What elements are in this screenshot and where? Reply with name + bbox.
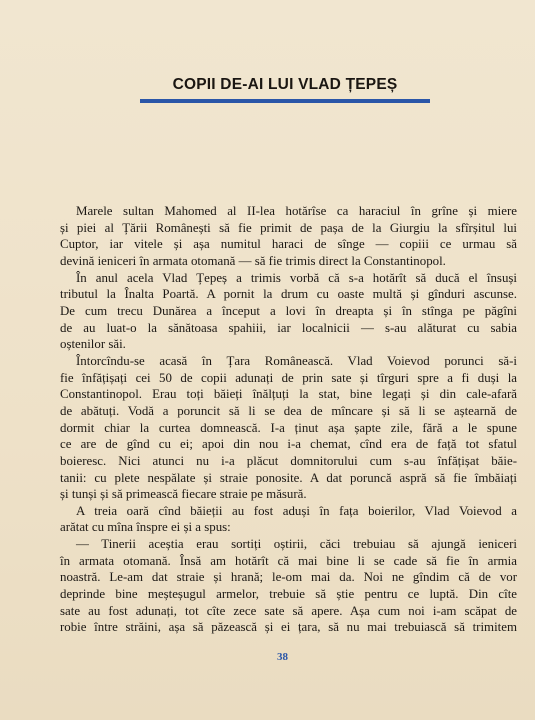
text-line: și piei al Țării Românești să fie primit de pașa de la Giurgiu la sfîrșitul lui <box>60 220 517 235</box>
chapter-body <box>60 203 517 636</box>
text-line: oștenilor săi. <box>60 337 126 352</box>
text-line: A treia oară cînd băieții au fost aduși în fața boierilor, Vlad Voievod a <box>76 503 517 518</box>
title-underline <box>140 99 430 103</box>
text-line: sate au fost adunați, tot cîte zece sate să apere. Așa cum noi i-am scăpat de <box>60 603 517 618</box>
text-line: de au luat-o la sănătoasa spahiii, iar localnicii — s-au alăturat cu sabia <box>60 320 517 335</box>
text-line: noastră. Le-am dat straie și hrană; le-om mai da. Noi ne gîndim că de vor <box>60 570 517 585</box>
text-line: Marele sultan Mahomed al II-lea hotărîse ca haraciul în grîne și miere <box>76 204 517 218</box>
text-line: de abătuți. Vodă a poruncit să li se dea de mîncare și să li se aștearnă de <box>60 403 517 418</box>
text-line: boieresc. Nici atunci nu i-a plăcut domnitorului cum s-au înfățișat băie- <box>60 453 517 468</box>
text-line: În anul acela Vlad Țepeș a trimis vorbă că s-a hotărît să ducă el însuși <box>76 270 517 285</box>
page-number: 38 <box>277 651 288 663</box>
text-line: De cum trecu Dunărea a început a lovi în dreapta și în stînga pe păgîni <box>60 303 517 318</box>
text-line: în armata otomană. Însă am hotărît că mai bine li se cade să fie în armia <box>60 553 517 568</box>
text-line: — Tinerii aceștia erau sortiți oștirii, căci trebuiau să ajungă ieniceri <box>76 537 517 552</box>
text-line: ce are de gînd cu ei; apoi din nou i-a chemat, cînd era de față tot sfatul <box>60 437 517 452</box>
text-line: arătat cu mîna înspre ei și a spus: <box>60 520 231 535</box>
text-line: deprinde bine meșteșugul armelor, trebuie să știe pentru ce luptă. Din cîte <box>60 587 517 602</box>
text-line: dormit chiar la curtea domnească. I-a ținut așa șapte zile, fără a le spune <box>60 420 517 435</box>
text-line: Întorcîndu-se acasă în Țara Românească. Vlad Voievod porunci să-i <box>76 353 517 368</box>
text-line: tributul la Înalta Poartă. A pornit la drum cu oaste multă și gînduri ascunse. <box>60 287 517 302</box>
text-line: robie între străini, așa să păzească și ei țara, să nu mai trebuiască să trimitem <box>60 620 517 635</box>
chapter-title: COPII DE-AI LUI VLAD ȚEPEȘ <box>172 76 398 93</box>
text-line: și tunși și să primească fiecare straie pe măsură. <box>60 487 307 502</box>
text-line: devină ieniceri în armata otomană — să fie trimis direct la Constantinopol. <box>60 253 446 268</box>
text-line: tanii: cu plete nespălate și straie ponosite. A dat poruncă aspră să fie îmbăiați <box>60 470 517 485</box>
text-line: fie înfățișați cei 50 de copii adunați de prin sate și tîrguri spre a fi duși la <box>60 370 517 385</box>
text-line: Constantinopol. Erau toți băieți înălțuți la stat, bine legați și din cale-afară <box>60 387 517 402</box>
text-line: Cuptor, iar vitele și așa numitul haraci de sînge — copiii ce urmau să <box>60 237 517 252</box>
